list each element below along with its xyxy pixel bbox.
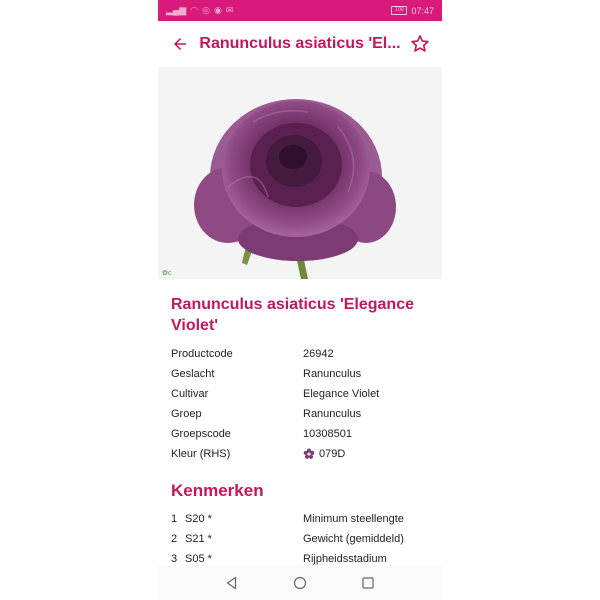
flower-color-icon: [303, 448, 315, 460]
wifi-icon: ◠: [190, 5, 199, 15]
spec-label: Cultivar: [171, 388, 209, 400]
whatsapp-icon: ◎: [202, 5, 210, 15]
spec-row-groep: [171, 404, 429, 424]
spec-value: 26942: [303, 348, 334, 360]
nav-recents-icon[interactable]: [361, 576, 375, 590]
system-nav-bar: [158, 566, 442, 600]
spec-row-kleur: [171, 444, 429, 464]
feature-code: S21 *: [185, 533, 212, 545]
feature-code: S20 *: [185, 513, 212, 525]
product-name: Ranunculus asiaticus 'Elegance Violet': [171, 296, 414, 334]
feature-number: 2: [171, 533, 178, 545]
feature-code: S05 *: [185, 553, 212, 565]
notification-icon: ◉: [213, 5, 222, 15]
feature-number: 3: [171, 553, 178, 565]
feature-number: 1: [171, 513, 178, 525]
flower-image: [158, 67, 442, 279]
status-icons: [166, 5, 233, 16]
feature-description: Minimum steellengte: [303, 513, 404, 525]
status-bar: [158, 0, 442, 21]
spec-row-geslacht: [171, 364, 429, 384]
feature-description: Rijpheidsstadium: [303, 553, 387, 565]
spec-label: Groep: [171, 408, 202, 420]
spec-value: 079D: [319, 448, 346, 460]
signal-icon: ▂▄▆: [166, 5, 187, 15]
mail-icon: ✉: [225, 5, 234, 15]
nav-back-icon[interactable]: [225, 576, 239, 590]
spec-label: Groepscode: [171, 428, 231, 440]
spec-label: Kleur (RHS): [171, 448, 231, 460]
page-title: Ranunculus asiaticus 'El...: [199, 35, 401, 52]
battery-icon: 100: [391, 6, 407, 15]
spec-value: 10308501: [303, 428, 352, 440]
spec-row-cultivar: [171, 384, 429, 404]
spec-label: Geslacht: [171, 368, 215, 380]
watermark-logo: ✿c: [162, 269, 172, 277]
spec-value: Ranunculus: [303, 408, 362, 420]
features-title: Kenmerken: [171, 481, 264, 500]
arrow-left-icon[interactable]: [168, 32, 192, 56]
phone-screen: [158, 0, 442, 600]
star-outline-icon[interactable]: [408, 32, 432, 56]
app-bar: [158, 21, 442, 67]
feature-description: Gewicht (gemiddeld): [303, 533, 404, 545]
product-photo: [158, 67, 442, 279]
feature-row[interactable]: [171, 509, 429, 529]
nav-home-icon[interactable]: [293, 576, 307, 590]
spec-value: Ranunculus: [303, 368, 362, 380]
spec-value-wrapper: [303, 448, 429, 460]
spec-row-groepscode: [171, 424, 429, 444]
status-time: 07:47: [411, 5, 434, 16]
spec-label: Productcode: [171, 348, 233, 360]
spec-value: Elegance Violet: [303, 388, 380, 400]
spec-row-productcode: [171, 344, 429, 364]
feature-row[interactable]: [171, 529, 429, 549]
